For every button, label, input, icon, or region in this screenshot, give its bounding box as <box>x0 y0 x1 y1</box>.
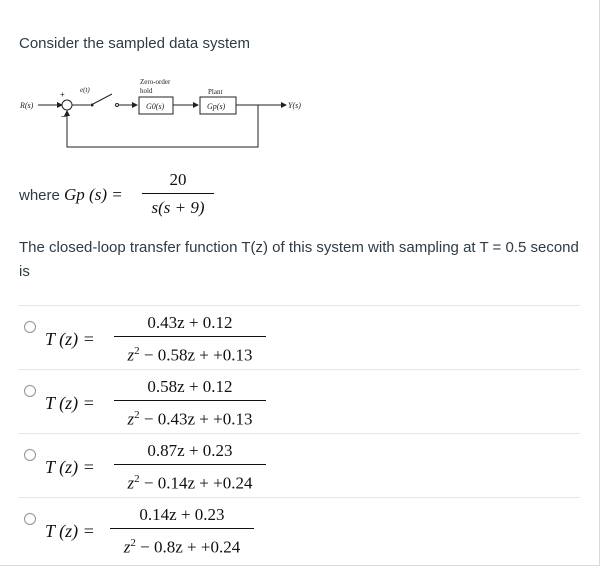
choice-2-numerator: 0.58z + 0.12 <box>147 377 233 396</box>
choice-1-fraction <box>114 313 266 366</box>
choice-1-bar <box>114 336 266 337</box>
where-text: where <box>19 187 60 204</box>
gp-numerator: 20 <box>169 170 187 189</box>
choice-2-lhs: T (z) = <box>45 393 95 413</box>
choice-2-fraction <box>114 377 266 430</box>
block-diagram <box>18 70 318 160</box>
choice-3-bar <box>114 464 266 465</box>
zoh-label-line1: Zero-order <box>140 78 171 86</box>
answer-choice-4[interactable] <box>18 497 580 561</box>
choice-1-numerator: 0.43z + 0.12 <box>147 313 233 332</box>
choice-4-bar <box>110 528 254 529</box>
question-prompt: Consider the sampled data system <box>19 35 250 52</box>
choice-4-lhs: T (z) = <box>45 521 95 541</box>
answer-choice-1[interactable] <box>18 305 580 369</box>
plant-label: Plant <box>208 88 223 96</box>
radio-button-4[interactable] <box>24 513 36 525</box>
radio-button-2[interactable] <box>24 385 36 397</box>
answer-choice-3[interactable] <box>18 433 580 497</box>
choice-1-lhs: T (z) = <box>45 329 95 349</box>
answer-choice-2[interactable] <box>18 369 580 433</box>
choice-2-bar <box>114 400 266 401</box>
choice-4-denominator: $z^2 - 0.8z + +0.24$ <box>123 537 241 557</box>
choice-3-denominator: $z^2 - 0.14z + +0.24$ <box>127 473 253 493</box>
answer-choices <box>18 305 580 561</box>
gp-denominator: s(s + 9) <box>151 198 205 217</box>
minus-sign: − <box>61 112 67 123</box>
summing-junction <box>62 100 72 110</box>
plant-block-label: Gp(s) <box>207 102 226 111</box>
radio-button-1[interactable] <box>24 321 36 333</box>
zoh-block-label: G0(s) <box>146 102 165 111</box>
sampler-switch <box>93 94 112 104</box>
question-body: The closed-loop transfer function T(z) of this system with sampling at T = 0.5 second is <box>19 239 579 280</box>
sampler-right-contact <box>116 104 119 107</box>
choice-3-numerator: 0.87z + 0.23 <box>147 441 233 460</box>
output-label: Y(s) <box>288 101 301 110</box>
choice-3-fraction <box>114 441 266 494</box>
radio-button-3[interactable] <box>24 449 36 461</box>
plus-sign: + <box>60 90 65 99</box>
choice-4-numerator: 0.14z + 0.23 <box>139 505 225 524</box>
gp-lhs: Gp (s) = <box>64 185 123 204</box>
gp-fraction <box>142 170 214 218</box>
zoh-label-line2: hold <box>140 87 153 95</box>
choice-1-denominator: $z^2 - 0.58z + +0.13$ <box>127 345 253 365</box>
input-label: R(s) <box>20 101 34 110</box>
choice-4-fraction <box>110 505 254 558</box>
error-label: e(t) <box>80 86 90 94</box>
choice-2-denominator: $z^2 - 0.43z + +0.13$ <box>127 409 253 429</box>
gp-fraction-bar <box>142 193 214 194</box>
choice-3-lhs: T (z) = <box>45 457 95 477</box>
